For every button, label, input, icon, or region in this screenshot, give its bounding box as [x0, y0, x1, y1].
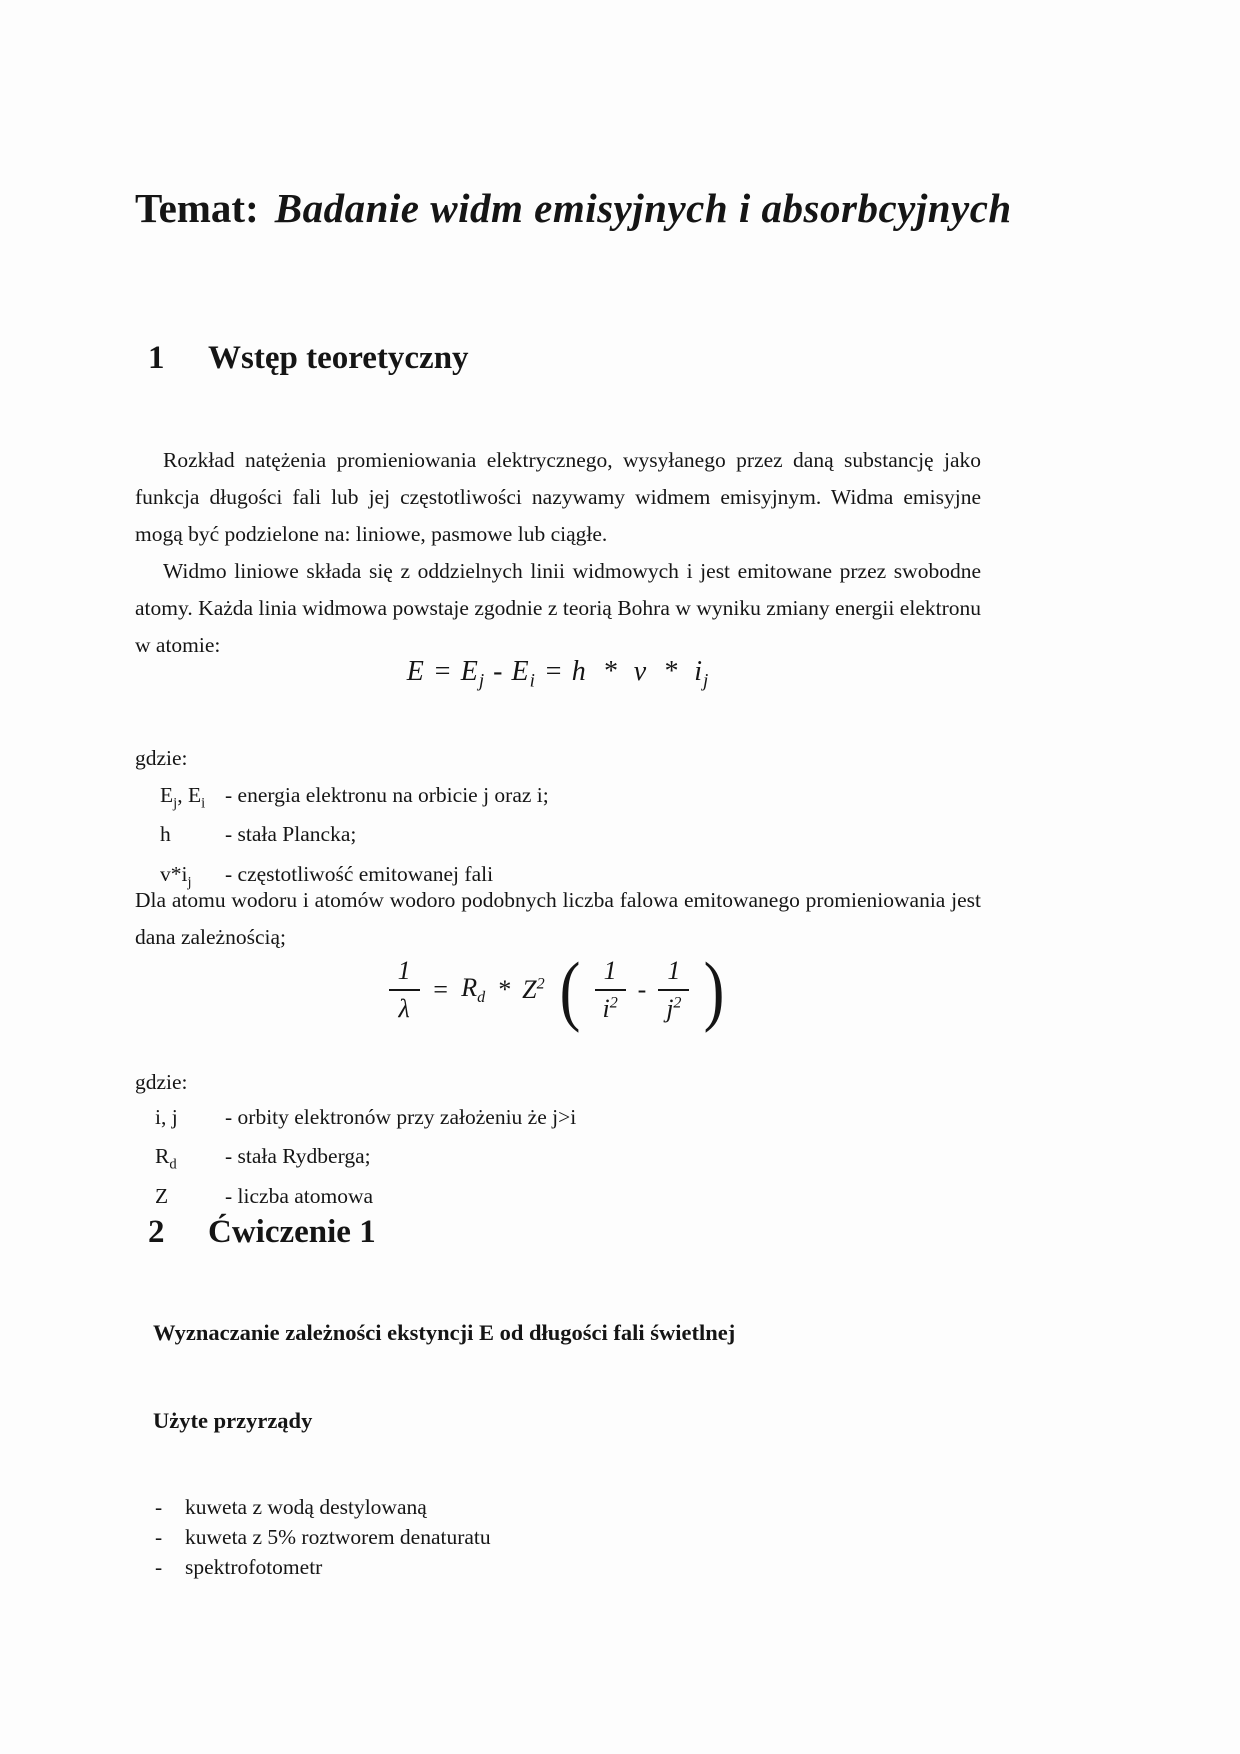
fraction-one-over-j-squared: $\frac{1}{j^2}$ — [658, 956, 689, 1024]
definition-desc: - stała Plancka; — [225, 822, 357, 847]
list-dash: - — [155, 1555, 163, 1579]
list-item — [155, 1492, 491, 1522]
section-2-title: Ćwiczenie 1 — [208, 1214, 376, 1250]
section-1-number: 1 — [148, 340, 165, 376]
formula1-E: E — [406, 656, 425, 687]
formula2-star: * — [497, 975, 511, 1004]
section-1-title: Wstęp teoretyczny — [208, 340, 469, 376]
where-label-2: gdzie: — [135, 1070, 188, 1094]
exercise-subtitle: Wyznaczanie zależności ekstyncji E od długości fali świetlnej — [153, 1320, 736, 1345]
paragraph-wave-number: Dla atomu wodoru i atomów wodoro podobnych liczba falowa emitowanego promieniowania jest dana zależnością; — [135, 888, 981, 949]
definition-term: $E_j$, $E_i$ — [160, 783, 206, 812]
bohr-energy-formula — [135, 656, 981, 693]
formula1-hv: h * v * $i_j$ — [571, 656, 710, 692]
definition-desc: - liczba atomowa — [225, 1183, 374, 1208]
formula1-equals: = — [432, 656, 453, 687]
title-text: Badanie widm emisyjnych i absorbcyjnych — [274, 185, 1012, 231]
definition-row — [155, 1102, 576, 1141]
definition-term: i, j — [155, 1105, 178, 1129]
definition-desc: - częstotliwość emitowanej fali — [225, 861, 494, 886]
definition-row — [160, 819, 549, 858]
formula1-minus: - — [493, 656, 504, 687]
equipment-list — [155, 1492, 491, 1582]
hydrogen-paragraph — [135, 882, 981, 956]
intro-paragraphs — [135, 442, 981, 664]
page-title — [135, 184, 1012, 232]
list-item-text: spektrofotometr — [185, 1555, 323, 1579]
definition-list-rydberg — [155, 1102, 576, 1220]
definition-term: h — [160, 822, 171, 847]
section-2-heading — [148, 1214, 376, 1251]
definition-row — [160, 780, 549, 819]
formula2-minus: - — [637, 975, 647, 1004]
list-item-text: kuweta z wodą destylowaną — [185, 1495, 427, 1519]
section-2-number: 2 — [148, 1214, 165, 1250]
list-item — [155, 1522, 491, 1552]
paragraph-emission-spectra: Rozkład natężenia promieniowania elektrycznego, wysyłanego przez daną substancję jako funkcja długości fali lub jej częstotliwości nazywamy widmem emisyjnym. Widma emisyjne mogą być podzielone na: liniowe, pasmowe lub ciągłe. — [135, 448, 981, 546]
fraction-one-over-i-squared: $\frac{1}{i^2}$ — [595, 956, 626, 1024]
title-label: Temat: — [135, 185, 259, 231]
rydberg-formula: $\frac{1}{\lambda}$ = $R_d$ * $Z^2$ ( $\frac{1}{i^2}$ - $\frac{1}{j^2}$ ) — [135, 956, 981, 1024]
formula1-equals-2: = — [543, 656, 564, 687]
list-item-text: kuweta z 5% roztworem denaturatu — [185, 1525, 491, 1549]
formula1-Ej: $E_j$ — [460, 656, 486, 692]
list-dash: - — [155, 1525, 163, 1549]
definition-term: Z — [155, 1183, 169, 1208]
atomic-number-squared: $Z^2$ — [522, 975, 545, 1004]
definition-desc: - orbity elektronów przy założeniu że j>i — [225, 1105, 577, 1129]
definition-term: $v*i_j$ — [160, 861, 192, 890]
where-label-1: gdzie: — [135, 746, 188, 770]
list-item — [155, 1552, 491, 1582]
definition-list-energy — [160, 780, 549, 898]
equipment-heading: Użyte przyrządy — [153, 1408, 313, 1433]
list-dash: - — [155, 1495, 163, 1519]
rydberg-constant: $R_d$ — [461, 972, 486, 1007]
definition-row — [155, 1141, 576, 1180]
fraction-one-over-lambda: $\frac{1}{\lambda}$ — [389, 956, 420, 1024]
definition-desc: - energia elektronu na orbicie j oraz i; — [225, 783, 549, 807]
definition-desc: - stała Rydberga; — [225, 1144, 371, 1169]
formula2-equals: = — [431, 975, 450, 1004]
formula1-Ei: $E_i$ — [511, 656, 536, 692]
definition-term: $R_d$ — [155, 1144, 177, 1173]
section-1-heading — [148, 340, 469, 377]
paragraph-line-spectra: Widmo liniowe składa się z oddzielnych linii widmowych i jest emitowane przez swobodne atomy. Każda linia widmowa powstaje zgodnie z teorią Bohra w wyniku zmiany energii elektronu w atomie: — [135, 559, 981, 657]
